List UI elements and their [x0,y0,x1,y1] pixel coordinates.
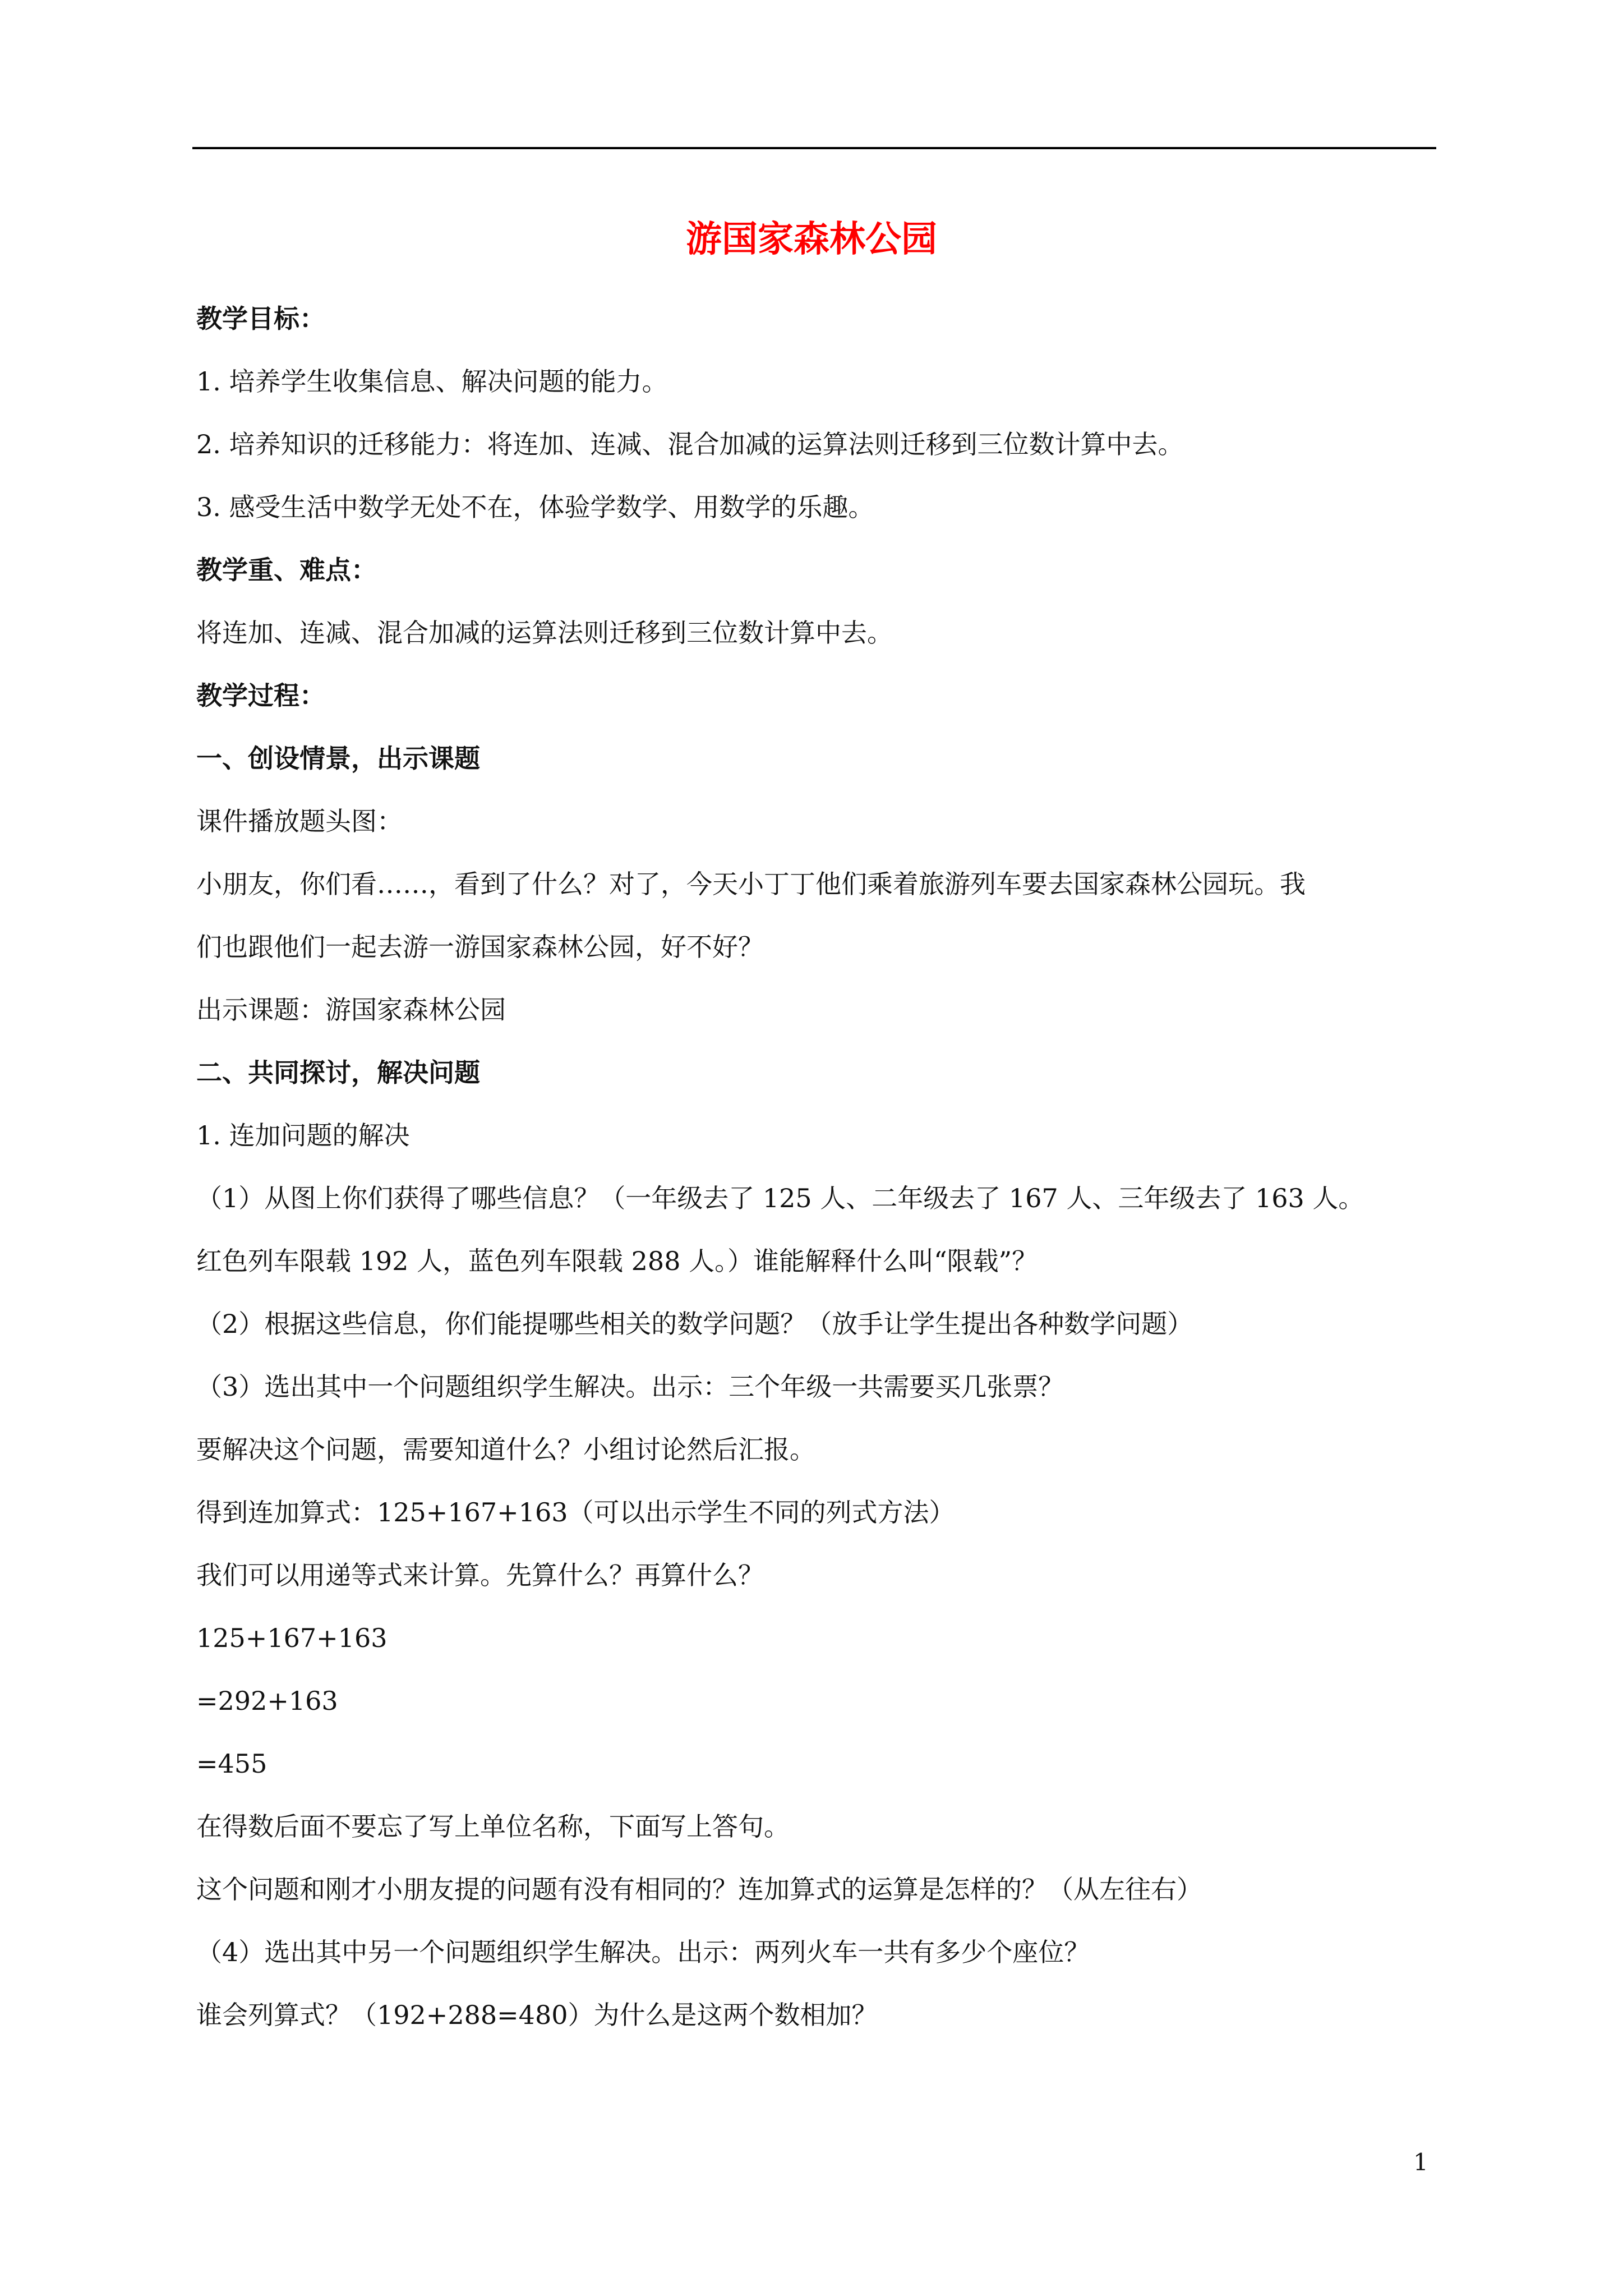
body-line: （2）根据这些信息，你们能提哪些相关的数学问题？（放手让学生提出各种数学问题） [196,1309,1193,1339]
body-line: 红色列车限载 192 人，蓝色列车限载 288 人。）谁能解释什么叫“限载”？ [196,1246,1038,1276]
body-line: 2. 培养知识的迁移能力：将连加、连减、混合加减的运算法则迁移到三位数计算中去。 [196,429,1184,459]
body-line: 课件播放题头图： [196,806,403,836]
body-line: 谁会列算式？（192+288=480）为什么是这两个数相加？ [196,2000,878,2030]
header-rule [192,147,1436,149]
body-line: （3）选出其中一个问题组织学生解决。出示：三个年级一共需要买几张票？ [196,1372,1064,1402]
body-line: 我们可以用递等式来计算。先算什么？再算什么？ [196,1560,764,1590]
body-line: 在得数后面不要忘了写上单位名称，下面写上答句。 [196,1811,790,1842]
section-heading: 教学过程： [196,680,325,711]
page-number: 1 [1413,2148,1428,2176]
body-line: 3. 感受生活中数学无处不在，体验学数学、用数学的乐趣。 [196,492,874,522]
body-line: =292+163 [196,1686,338,1716]
body-line: 要解决这个问题，需要知道什么？小组讨论然后汇报。 [196,1434,815,1465]
body-line: 小朋友，你们看……，看到了什么？对了，今天小丁丁他们乘着旅游列车要去国家森林公园玩。我 [196,869,1306,899]
section-heading: 教学重、难点： [196,555,377,585]
body-line: 们也跟他们一起去游一游国家森林公园，好不好？ [196,932,764,962]
section-heading: 二、共同探讨，解决问题 [196,1057,480,1088]
body-line: 这个问题和刚才小朋友提的问题有没有相同的？连加算式的运算是怎样的？（从左往右） [196,1874,1202,1904]
body-line: （4）选出其中另一个问题组织学生解决。出示：两列火车一共有多少个座位？ [196,1937,1090,1967]
body-line: 出示课题：游国家森林公园 [196,995,506,1025]
body-line: =455 [196,1749,268,1779]
body-line: 1. 培养学生收集信息、解决问题的能力。 [196,366,668,397]
body-line: （1）从图上你们获得了哪些信息？（一年级去了 125 人、二年级去了 167 人、三年级去了 163 人。 [196,1183,1364,1213]
body-line: 125+167+163 [196,1623,388,1653]
body-line: 得到连加算式：125+167+163（可以出示学生不同的列式方法） [196,1497,955,1527]
body-line: 将连加、连减、混合加减的运算法则迁移到三位数计算中去。 [196,618,893,648]
document-title: 游国家森林公园 [686,218,937,260]
body-line: 1. 连加问题的解决 [196,1120,410,1151]
section-heading: 教学目标： [196,303,325,334]
section-heading: 一、创设情景，出示课题 [196,743,480,774]
